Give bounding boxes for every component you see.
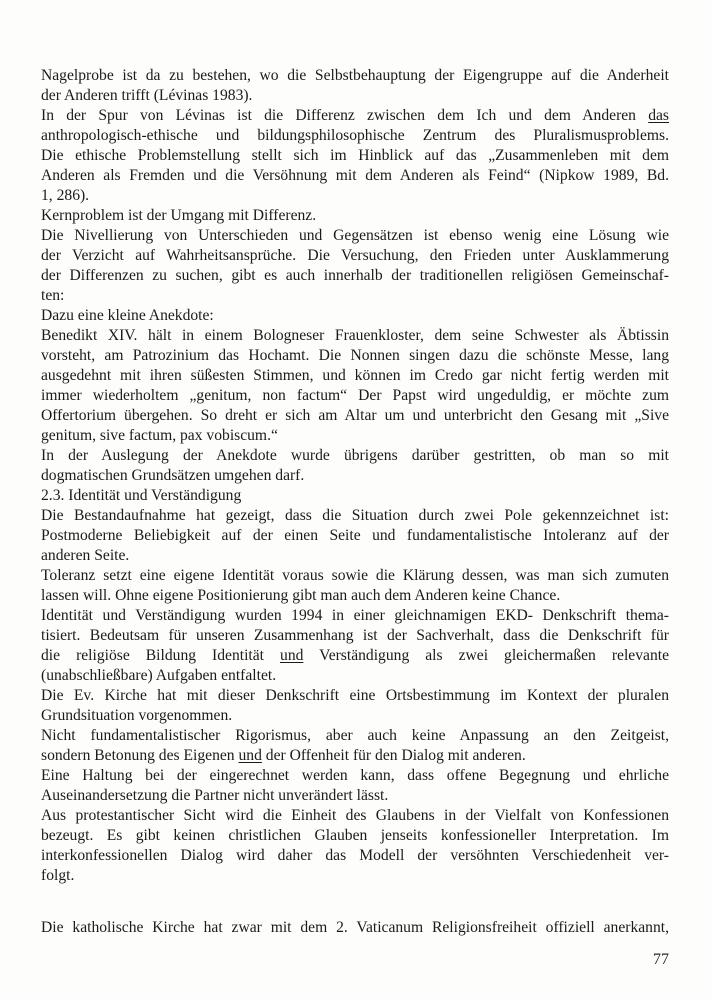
text-segment: Anderen als Fremden und die Versöhnung mit dem Anderen als Feind“ (Nipkow 1989, Bd.: [41, 167, 669, 184]
text-line: [41, 626, 669, 646]
text-segment: Dazu eine kleine Anekdote:: [41, 307, 214, 324]
text-segment: immer wiederholtem „genitum, non factum“ Der Papst wird ungeduldig, er möchte zum: [41, 387, 669, 404]
paragraph-gap: [41, 886, 669, 918]
text-segment: In der Spur von Lévinas ist die Differenz zwischen dem Ich und dem Anderen: [41, 107, 649, 124]
text-line: [41, 706, 669, 726]
text-line: [41, 846, 669, 866]
text-segment: anthropologisch-ethische und bildungsphilosophische Zentrum des Pluralismusproblems.: [41, 127, 669, 144]
text-line: [41, 526, 669, 546]
text-line: [41, 806, 669, 826]
text-segment: der Offenheit für den Dialog mit anderen.: [261, 747, 526, 764]
text-line: [41, 326, 669, 346]
text-segment: der Differenzen zu suchen, gibt es auch innerhalb der traditionellen religiösen Gemeinschaf-: [41, 267, 669, 284]
underlined-word: und: [238, 747, 262, 764]
text-line: [41, 586, 669, 606]
text-segment: ten:: [41, 287, 65, 304]
text-segment: Postmoderne Beliebigkeit auf der einen Seite und fundamentalistische Intoleranz auf der: [41, 527, 669, 544]
text-line: [41, 366, 669, 386]
text-segment: ausgedehnt mit ihren süßesten Stimmen, und können im Credo gar nicht fertig werden mit: [41, 367, 669, 384]
section-heading: [41, 486, 669, 506]
text-segment: (unabschließbare) Aufgaben entfaltet.: [41, 667, 277, 684]
text-line: [41, 406, 669, 426]
text-segment: Kernproblem ist der Umgang mit Differenz.: [41, 207, 317, 224]
text-segment: In der Auslegung der Anekdote wurde übrigens darüber gestritten, ob man so mit: [41, 447, 669, 464]
text-segment: der Anderen trifft (Lévinas 1983).: [41, 87, 253, 104]
text-segment: Die Ev. Kirche hat mit dieser Denkschrift eine Ortsbestimmung im Kontext der pluralen: [41, 687, 669, 704]
text-segment: Die Nivellierung von Unterschieden und Gegensätzen ist ebenso wenig eine Lösung wie: [41, 227, 669, 244]
text-block: [41, 66, 669, 938]
underlined-word: das: [648, 107, 669, 124]
text-segment: folgt.: [41, 867, 75, 884]
text-segment: Eine Haltung bei der eingerechnet werden kann, dass offene Begegnung und ehrliche: [41, 767, 669, 784]
text-line: [41, 506, 669, 526]
text-line: [41, 246, 669, 266]
text-line: [41, 646, 669, 666]
text-segment: bezeugt. Es gibt keinen christlichen Glauben jenseits konfessioneller Interpretation. Im: [41, 827, 669, 844]
text-segment: anderen Seite.: [41, 547, 130, 564]
text-segment: genitum, sive factum, pax vobiscum.“: [41, 427, 278, 444]
text-line: [41, 546, 669, 566]
text-line: [41, 866, 669, 886]
text-line: [41, 666, 669, 686]
text-segment: Identität und Verständigung wurden 1994 in einer gleichnamigen EKD- Denkschrift thema-: [41, 607, 669, 624]
text-line: [41, 226, 669, 246]
text-segment: Grundsituation vorgenommen.: [41, 707, 233, 724]
text-line: [41, 286, 669, 306]
text-segment: 2.3. Identität und Verständigung: [41, 487, 242, 504]
text-line: [41, 686, 669, 706]
text-line: [41, 66, 669, 86]
text-line: [41, 126, 669, 146]
text-line: [41, 446, 669, 466]
text-segment: dogmatischen Grundsätzen umgehen darf.: [41, 467, 305, 484]
text-segment: Die Bestandaufnahme hat gezeigt, dass die Situation durch zwei Pole gekennzeichnet ist:: [41, 507, 669, 524]
text-line: [41, 746, 669, 766]
text-line: [41, 206, 669, 226]
text-segment: Verständigung als zwei gleichermaßen relevante: [303, 647, 669, 664]
text-segment: 1, 286).: [41, 187, 90, 204]
page-number: 77: [653, 951, 669, 968]
text-segment: der Verzicht auf Wahrheitsansprüche. Die Versuchung, den Frieden unter Ausklammerung: [41, 247, 669, 264]
text-segment: Aus protestantischer Sicht wird die Einheit des Glaubens in der Vielfalt von Konfessionen: [41, 807, 669, 824]
text-line: [41, 186, 669, 206]
text-line: [41, 106, 669, 126]
text-segment: Nicht fundamentalistischer Rigorismus, aber auch keine Anpassung an den Zeitgeist,: [41, 727, 669, 744]
text-line: [41, 466, 669, 486]
text-segment: vorsteht, am Patrozinium das Hochamt. Die Nonnen singen dazu die schönste Messe, lang: [41, 347, 669, 364]
text-line: [41, 918, 669, 938]
text-line: [41, 386, 669, 406]
underlined-word: und: [280, 647, 304, 664]
text-segment: Benedikt XIV. hält in einem Bologneser Frauenkloster, dem seine Schwester als Äbtissin: [41, 327, 669, 344]
text-line: [41, 766, 669, 786]
text-segment: Die katholische Kirche hat zwar mit dem 2. Vaticanum Religionsfreiheit offiziell anerkannt,: [41, 919, 669, 936]
text-segment: tisiert. Bedeutsam für unseren Zusammenhang ist der Sachverhalt, dass die Denkschrift für: [41, 627, 669, 644]
text-line: [41, 86, 669, 106]
text-line: [41, 306, 669, 326]
text-segment: sondern Betonung des Eigenen: [41, 747, 239, 764]
text-line: [41, 266, 669, 286]
text-segment: lassen will. Ohne eigene Positionierung gibt man auch dem Anderen keine Chance.: [41, 587, 561, 604]
text-segment: Nagelprobe ist da zu bestehen, wo die Selbstbehauptung der Eigengruppe auf die Anderheit: [41, 67, 669, 84]
text-segment: Toleranz setzt eine eigene Identität voraus sowie die Klärung dessen, was man sich zumuten: [41, 567, 669, 584]
text-line: [41, 726, 669, 746]
text-line: [41, 606, 669, 626]
text-line: [41, 426, 669, 446]
text-line: [41, 346, 669, 366]
text-line: [41, 166, 669, 186]
text-segment: Offertorium übergehen. So dreht er sich am Altar um und unterbricht den Gesang mit „Sive: [41, 407, 669, 424]
text-line: [41, 146, 669, 166]
text-segment: interkonfessionellen Dialog wird daher das Modell der versöhnten Verschiedenheit ver-: [41, 847, 669, 864]
text-line: [41, 786, 669, 806]
text-line: [41, 826, 669, 846]
text-segment: Auseinandersetzung die Partner nicht unverändert lässt.: [41, 787, 389, 804]
text-segment: Die ethische Problemstellung stellt sich im Hinblick auf das „Zusammenleben mit dem: [41, 147, 669, 164]
text-segment: die religiöse Bildung Identität: [41, 647, 281, 664]
text-line: [41, 566, 669, 586]
